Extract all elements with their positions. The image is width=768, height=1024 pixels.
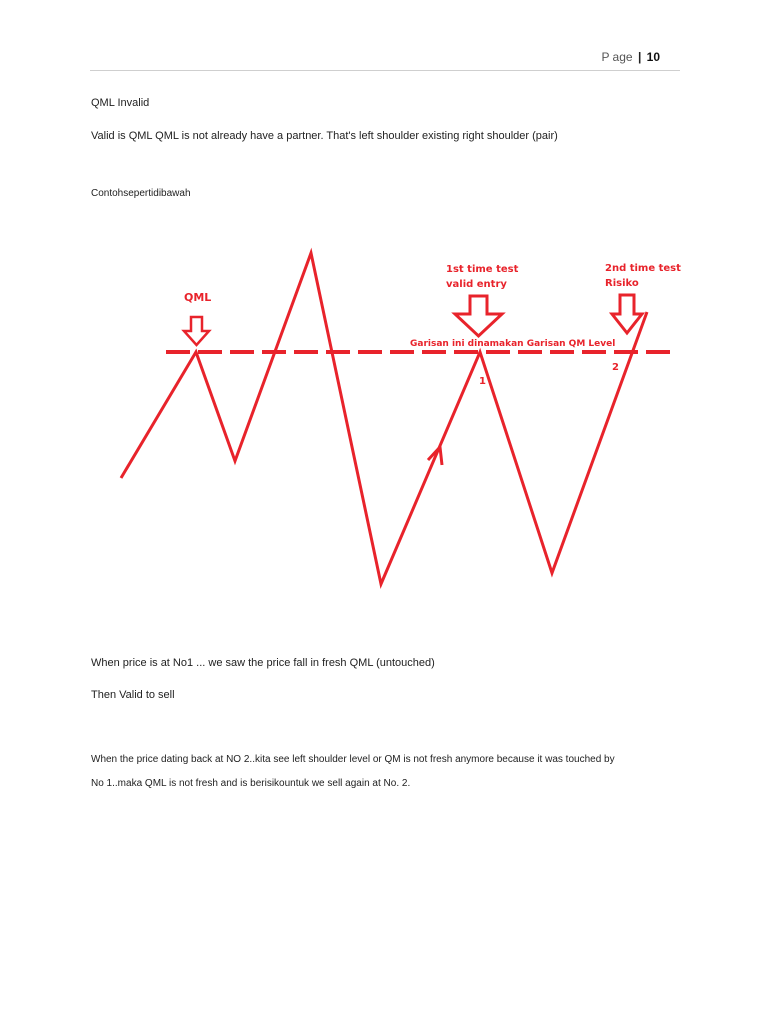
note-2: Then Valid to sell bbox=[91, 689, 175, 701]
test1-label-line2: valid entry bbox=[446, 279, 507, 290]
test2-label-line1: 2nd time test bbox=[605, 263, 681, 274]
page-separator: | bbox=[637, 50, 642, 64]
note-3-line-1: When the price dating back at NO 2..kita see left shoulder level or QM is not fresh anymore because it was touched by bbox=[91, 754, 615, 765]
example-caption: Contohsepertidibawah bbox=[91, 188, 191, 199]
note-1: When price is at No1 ... we saw the price fall in fresh QML (untouched) bbox=[91, 657, 435, 669]
point-1-label: 1 bbox=[479, 376, 486, 387]
point-2-label: 2 bbox=[612, 362, 619, 373]
test2-down-arrow-icon bbox=[612, 295, 642, 333]
note-3-line-2: No 1..maka QML is not fresh and is berisikountuk we sell again at No. 2. bbox=[91, 778, 411, 789]
qm-level-label: Garisan ini dinamakan Garisan QM Level bbox=[410, 339, 616, 349]
page-number-value: 10 bbox=[646, 50, 660, 64]
test1-label-line1: 1st time test bbox=[446, 264, 519, 275]
test2-label-line2: Risiko bbox=[605, 278, 639, 289]
test1-down-arrow-icon bbox=[455, 296, 502, 336]
qml-down-arrow-icon bbox=[184, 317, 209, 345]
qml-label: QML bbox=[184, 291, 212, 304]
page-prefix: P age bbox=[601, 50, 633, 64]
intro-paragraph: Valid is QML QML is not already have a partner. That's left shoulder existing right shoulder (pair) bbox=[91, 130, 558, 142]
section-heading: QML Invalid bbox=[91, 97, 150, 109]
